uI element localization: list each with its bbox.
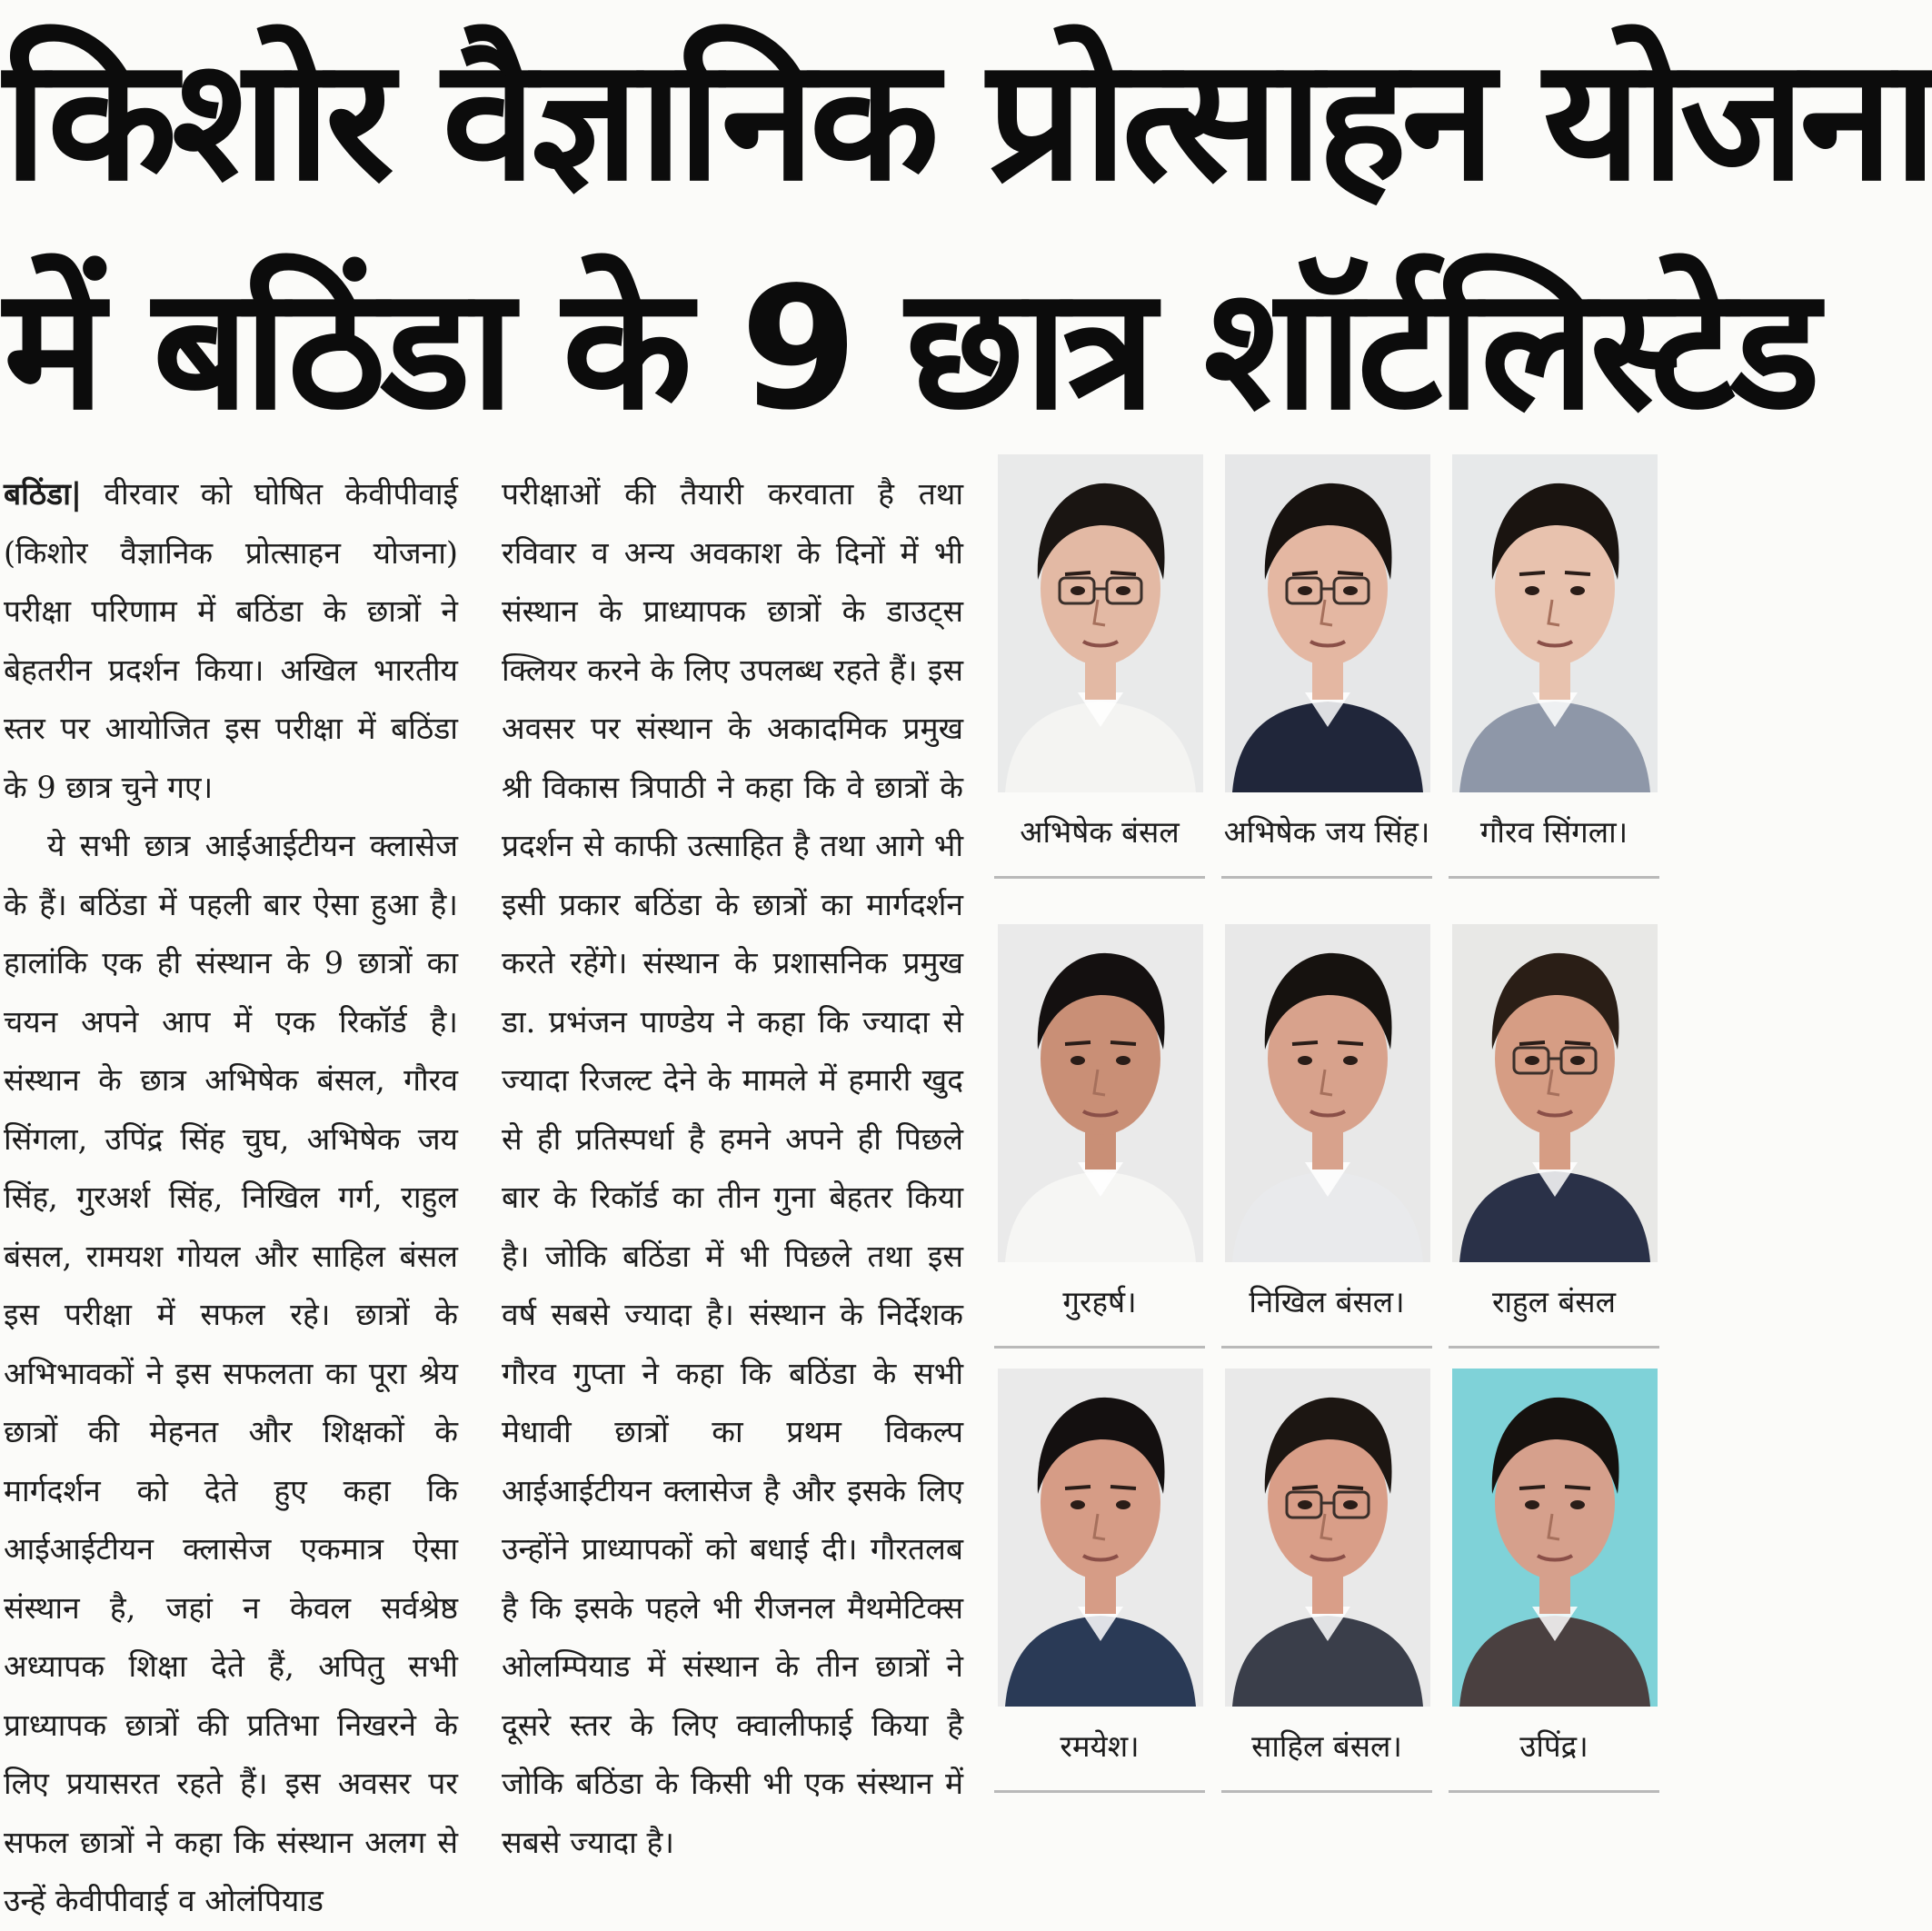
student-photo (1452, 1369, 1658, 1707)
student-photo (1225, 1369, 1430, 1707)
caption-rule (1449, 876, 1659, 879)
student-caption: गुरहर्ष। (1062, 1284, 1137, 1319)
student-photo (998, 1369, 1203, 1707)
caption-rule (1221, 876, 1432, 879)
article-column-1 (4, 465, 458, 1931)
student-caption: साहिल बंसल। (1251, 1728, 1402, 1764)
caption-rule (1221, 1790, 1432, 1793)
student-photo-grid (994, 454, 1659, 1873)
student-photo (998, 924, 1203, 1262)
article-paragraph-2: ये सभी छात्र आईआईटीयन क्लासेज के हैं। बठिंडा में पहली बार ऐसा हुआ है। हालांकि एक ही संस्थान के 9 छात्रों का चयन अपने आप में एक रिकॉर्ड है। संस्थान के छात्र अभिषेक बंसल, गौरव सिंगला, उपिंद्र सिंह चुघ, अभिषेक जय सिंह, गुरअर्श सिंह, निखिल गर्ग, राहुल बंसल, रामयश गोयल और साहिल बंसल इस परीक्षा में सफल रहे। छात्रों के अभिभावकों ने इस सफलता का पूरा श्रेय छात्रों की मेहनत और शिक्षकों के मार्गदर्शन को देते हुए कहा कि आईआईटीयन क्लासेज एकमात्र ऐसा संस्थान है, जहां न केवल सर्वश्रेष्ठ अध्यापक शिक्षा देते हैं, अपितु सभी प्राध्यापक छात्रों की प्रतिभा निखरने के लिए प्रयासरत रहते हैं। इस अवसर पर सफल छात्रों ने कहा कि संस्थान अलग से उन्हें केवीपीवाई व ओलंपियाड (4, 828, 458, 1918)
article-paragraph-1-text: वीरवार को घोषित केवीपीवाई (किशोर वैज्ञानिक प्रोत्साहन योजना) परीक्षा परिणाम में बठिंडा के छात्रों ने बेहतरीन प्रदर्शन किया। अखिल भारतीय स्तर पर आयोजित इस परीक्षा में बठिंडा के 9 छात्र चुने गए। (4, 476, 458, 805)
article-paragraph-1 (4, 465, 458, 817)
caption-rule (1449, 1346, 1659, 1349)
portrait-illustration (1225, 924, 1430, 1262)
student-photo (998, 454, 1203, 792)
student-caption: गौरव सिंगला। (1479, 814, 1628, 850)
portrait-illustration (1225, 454, 1430, 792)
dateline: बठिंडा| (4, 476, 83, 512)
portrait-illustration (1452, 924, 1658, 1262)
article-column-2 (502, 465, 963, 1872)
portrait-illustration (998, 454, 1203, 792)
student-caption: रमयेश। (1060, 1728, 1140, 1764)
caption-rule (1221, 1346, 1432, 1349)
student-photo (1225, 454, 1430, 792)
caption-rule (994, 1346, 1205, 1349)
student-photo (1452, 454, 1658, 792)
student-photo (1452, 924, 1658, 1262)
caption-rule (994, 876, 1205, 879)
article-column-2-text: परीक्षाओं की तैयारी करवाता है तथा रविवार व अन्य अवकाश के दिनों में भी संस्थान के प्राध्यापक छात्रों के डाउट्स क्लियर करने के लिए उपलब्ध रहते हैं। इस अवसर पर संस्थान के अकादमिक प्रमुख श्री विकास त्रिपाठी ने कहा कि वे छात्रों के प्रदर्शन से काफी उत्साहित है तथा आगे भी इसी प्रकार बठिंडा के छात्रों का मार्गदर्शन करते रहेंगे। संस्थान के प्रशासनिक प्रमुख डा. प्रभंजन पाण्डेय ने कहा कि ज्यादा से ज्यादा रिजल्ट देने के मामले में हमारी खुद से ही प्रतिस्पर्धा है हमने अपने ही पिछले बार के रिकॉर्ड का तीन गुना बेहतर किया है। जोकि बठिंडा में भी पिछले तथा इस वर्ष सबसे ज्यादा है। संस्थान के निर्देशक गौरव गुप्ता ने कहा कि बठिंडा के सभी मेधावी छात्रों का प्रथम विकल्प आईआईटीयन क्लासेज है और इसके लिए उन्होंने प्राध्यापकों को बधाई दी। गौरतलब है कि इसके पहले भी रीजनल मैथमेटिक्स ओलम्पियाड में संस्थान के तीन छात्रों ने दूसरे स्तर के लिए क्वालीफाई किया है जोकि बठिंडा के किसी भी एक संस्थान में सबसे ज्यादा है। (502, 476, 963, 1860)
student-caption: अभिषेक बंसल (1020, 814, 1180, 850)
portrait-illustration (998, 924, 1203, 1262)
portrait-illustration (1452, 454, 1658, 792)
student-photo (1225, 924, 1430, 1262)
caption-rule (1449, 1790, 1659, 1793)
portrait-illustration (1225, 1369, 1430, 1707)
student-caption: राहुल बंसल (1492, 1284, 1616, 1319)
headline-line-2: में बठिंडा के 9 छात्र शॉर्टलिस्टेड (4, 250, 1815, 447)
portrait-illustration (998, 1369, 1203, 1707)
student-caption: उपिंद्र। (1519, 1728, 1588, 1764)
student-caption: निखिल बंसल। (1249, 1284, 1405, 1319)
caption-rule (994, 1790, 1205, 1793)
headline-line-1: किशोर वैज्ञानिक प्रोत्साहन योजना (4, 21, 1932, 218)
portrait-illustration (1452, 1369, 1658, 1707)
headline (4, 5, 1932, 463)
student-caption: अभिषेक जय सिंह। (1223, 814, 1430, 850)
